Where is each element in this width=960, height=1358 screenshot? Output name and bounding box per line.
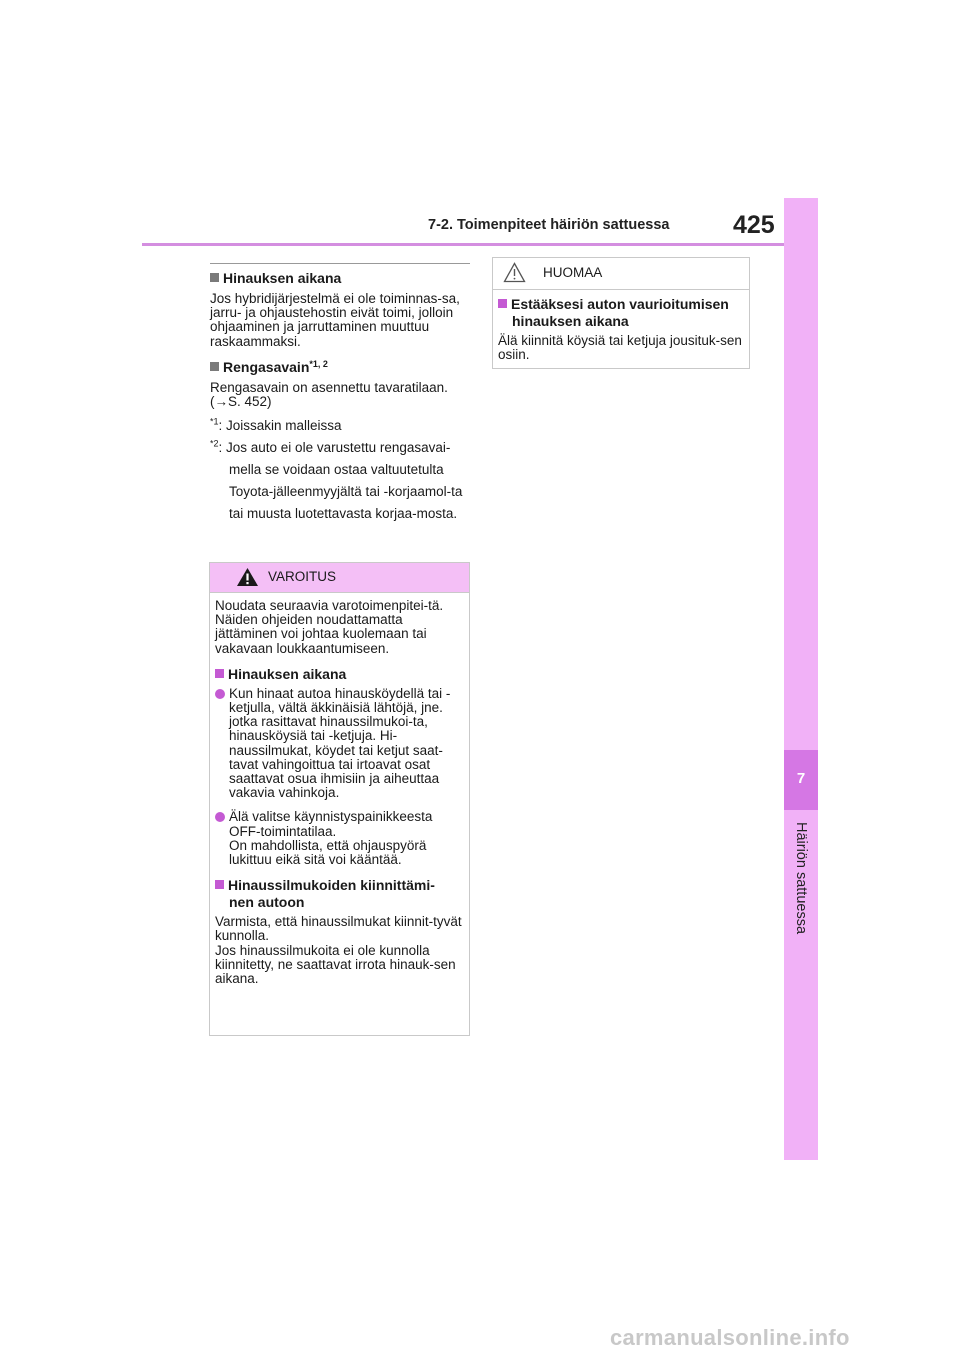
warning-title: VAROITUS — [268, 569, 337, 584]
caution-triangle-icon — [503, 262, 526, 283]
notice-box — [492, 257, 750, 369]
warning-attach-text: Varmista, että hinaussilmukat kiinnit-tyvät kunnolla. Jos hinaussilmukoita ei ole kunnolla kiinnitetty, ne saattavat irrota hinauk-sen aikana. — [215, 914, 462, 987]
reference-arrow-icon: → — [214, 394, 228, 410]
square-bullet-icon — [215, 669, 224, 678]
wrench-heading: Rengasavain$^{*1, 2}$ — [210, 359, 470, 376]
warning-bullet-1: Kun hinaat autoa hinausköydellä tai -ketjulla, vältä äkkinäisiä lähtöjä, jne. jotka rasittavat hinaussilmukoi-ta, hinausköysiä tai -ketjuja. Hi-naussilmukat, köydet tai ketjut saat-tavat vahingoittua tai irtoavat osat saattavat osua ihmisiin ja aiheuttaa vakavia vahinkoja. — [215, 687, 464, 801]
warning-towing-heading: Hinauksen aikana — [215, 666, 464, 683]
footnote-2: $^{*2}$: Jos auto ei ole varustettu rengasavai-mella se voidaan ostaa valtuutetulta Toyota-jälleenmyyjältä tai -korjaamol-ta tai muusta luotettavasta korjaa-mosta. — [210, 438, 463, 522]
chapter-side-tab — [784, 198, 818, 1160]
wrench-footnote-mark: *1, 2 — [309, 358, 328, 369]
warning-bullet-2: Älä valitse käynnistyspainikkeesta OFF-toimintatilaa. On mahdollista, että ohjauspyörä lukittuu eikä sitä voi kääntää. — [215, 810, 464, 867]
page-reference-link[interactable]: S. 452) — [228, 394, 272, 410]
towing-heading: Hinauksen aikana — [210, 270, 470, 287]
notice-heading: Estääksesi auton vaurioitumisen hinauksen aikana — [498, 296, 744, 330]
notice-title: HUOMAA — [543, 265, 603, 280]
section-divider — [210, 263, 470, 264]
square-bullet-icon — [215, 880, 224, 889]
wrench-text: Rengasavain on asennettu tavaratilaan. (→S. 452) — [210, 379, 448, 410]
square-bullet-icon — [210, 362, 219, 371]
square-bullet-icon — [498, 299, 507, 308]
towing-text: Jos hybridijärjestelmä ei ole toiminnas-sa, jarru- ja ohjaustehostin eivät toimi, jolloin ohjaaminen ja jarruttaminen muuttuu raskaammaksi. — [210, 291, 460, 349]
warning-box — [209, 562, 470, 1036]
left-column — [210, 263, 470, 525]
warning-header — [210, 563, 469, 593]
header-divider — [142, 243, 784, 246]
chapter-label: Häiriön sattuessa — [793, 821, 809, 935]
notice-text: Älä kiinnitä köysiä tai ketjuja jousituk-sen osiin. — [498, 333, 742, 363]
warning-attach-heading: Hinaussilmukoiden kiinnittämi- nen autoon — [215, 877, 464, 911]
section-title: 7-2. Toimenpiteet häiriön sattuessa — [428, 217, 670, 233]
notice-header — [493, 258, 749, 290]
chapter-number: 7 — [796, 770, 806, 787]
round-bullet-icon — [215, 812, 225, 822]
warning-intro: Noudata seuraavia varotoimenpitei-tä. Näiden ohjeiden noudattamatta jättäminen voi johtaa kuolemaan tai vakavaan loukkaantumiseen. — [215, 598, 444, 656]
watermark: carmanualsonline.info — [610, 1325, 850, 1350]
warning-triangle-icon — [236, 567, 259, 587]
footnote-1: $^{*1}$: Joissakin malleissa — [210, 416, 342, 434]
round-bullet-icon — [215, 689, 225, 699]
page-number: 425 — [733, 211, 775, 239]
square-bullet-icon — [210, 273, 219, 282]
